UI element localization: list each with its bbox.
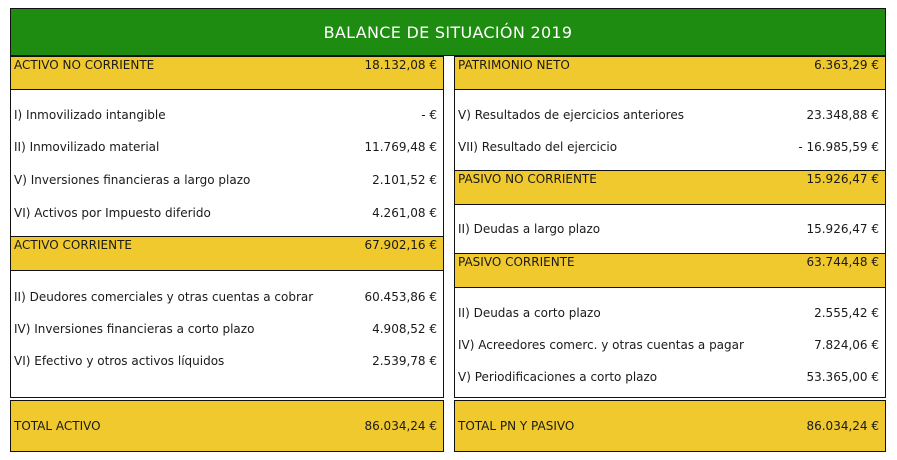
table-row (455, 303, 885, 323)
total-activo-value: 86.034,24 € (364, 419, 437, 433)
pasivo-no-corriente-value: 15.926,47 € (806, 172, 879, 186)
patrimonio-neto-label: PATRIMONIO NETO (458, 58, 570, 72)
activo-corriente-row (11, 236, 443, 271)
total-activo-box (10, 400, 444, 452)
row-label: II) Deudas a largo plazo (458, 222, 601, 236)
total-pasivo-label: TOTAL PN Y PASIVO (458, 419, 575, 433)
activo-no-corriente-value: 18.132,08 € (364, 58, 437, 72)
row-label: IV) Acreedores comerc. y otras cuentas a pagar (458, 338, 744, 352)
total-activo-row (11, 401, 443, 451)
row-value: 15.926,47 € (806, 222, 879, 236)
table-row (11, 105, 443, 125)
activo-no-corriente-row (11, 57, 443, 90)
table-row (11, 203, 443, 223)
row-value: 4.908,52 € (372, 322, 437, 336)
row-value: 7.824,06 € (814, 338, 879, 352)
row-value: 4.261,08 € (372, 206, 437, 220)
pasivo-corriente-row (455, 253, 885, 288)
row-label: II) Deudas a corto plazo (458, 306, 601, 320)
patrimonio-neto-value: 6.363,29 € (814, 58, 879, 72)
row-value: 2.539,78 € (372, 354, 437, 368)
pasivo-corriente-label: PASIVO CORRIENTE (458, 255, 575, 269)
table-row (11, 319, 443, 339)
table-row (455, 367, 885, 387)
row-value: 53.365,00 € (806, 370, 879, 384)
row-label: V) Periodificaciones a corto plazo (458, 370, 658, 384)
row-value: 23.348,88 € (806, 108, 879, 122)
pasivo-no-corriente-row (455, 170, 885, 205)
activo-section (10, 56, 444, 398)
pasivo-section (454, 56, 886, 398)
row-value: - € (421, 108, 437, 122)
table-row (11, 287, 443, 307)
total-activo-label: TOTAL ACTIVO (14, 419, 101, 433)
row-label: II) Deudores comerciales y otras cuentas a cobrar (14, 290, 314, 304)
row-label: I) Inmovilizado intangible (14, 108, 166, 122)
total-pasivo-value: 86.034,24 € (806, 419, 879, 433)
row-label: V) Resultados de ejercicios anteriores (458, 108, 684, 122)
page-title: BALANCE DE SITUACIÓN 2019 (10, 8, 886, 56)
table-row (455, 137, 885, 157)
row-label: VI) Activos por Impuesto diferido (14, 206, 211, 220)
patrimonio-neto-row (455, 57, 885, 90)
table-row (455, 105, 885, 125)
row-value: 11.769,48 € (364, 140, 437, 154)
activo-corriente-label: ACTIVO CORRIENTE (14, 238, 133, 252)
table-row (11, 137, 443, 157)
row-value: 2.555,42 € (814, 306, 879, 320)
row-label: V) Inversiones financieras a largo plazo (14, 173, 251, 187)
table-row (11, 351, 443, 371)
row-label: II) Inmovilizado material (14, 140, 160, 154)
row-value: 2.101,52 € (372, 173, 437, 187)
activo-corriente-value: 67.902,16 € (364, 238, 437, 252)
total-pasivo-row (455, 401, 885, 451)
activo-no-corriente-label: ACTIVO NO CORRIENTE (14, 58, 155, 72)
row-label: VII) Resultado del ejercicio (458, 140, 618, 154)
table-row (455, 335, 885, 355)
row-label: IV) Inversiones financieras a corto plazo (14, 322, 255, 336)
total-pasivo-box (454, 400, 886, 452)
row-value: 60.453,86 € (364, 290, 437, 304)
table-row (11, 170, 443, 190)
pasivo-corriente-value: 63.744,48 € (806, 255, 879, 269)
table-row (455, 219, 885, 239)
row-label: VI) Efectivo y otros activos líquidos (14, 354, 225, 368)
pasivo-no-corriente-label: PASIVO NO CORRIENTE (458, 172, 597, 186)
row-value: - 16.985,59 € (798, 140, 879, 154)
